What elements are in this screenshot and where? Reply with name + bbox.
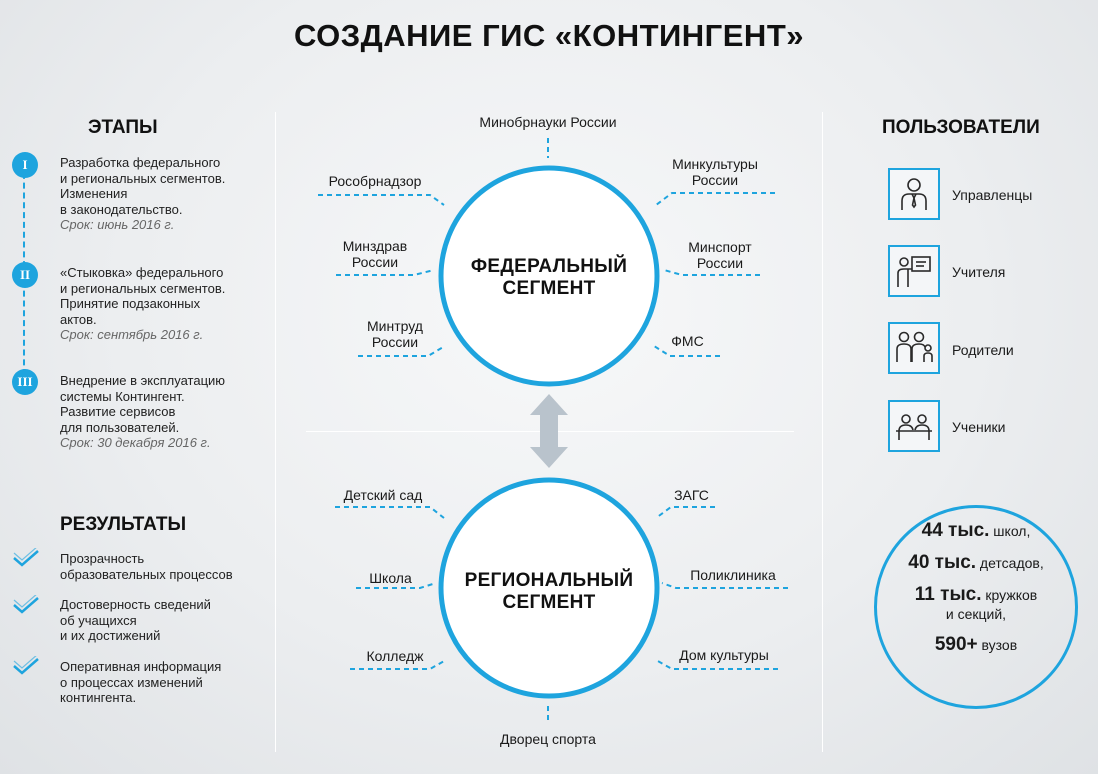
stat-clubs [874,584,1078,622]
result-3-line: Оперативная информация [60,659,222,674]
stat-clubs-value: 11 тыс. [914,584,982,605]
node-dvorets-sporta: Дворец спорта [500,731,596,747]
node-mintrud-line: Минтруд [367,318,423,334]
node-shkola: Школа [369,570,412,586]
stage-3-line: Развитие сервисов [60,404,176,419]
stage-2-deadline: Срок: сентябрь 2016 г. [60,327,204,342]
node-poliklinika: Поликлиника [690,567,776,583]
result-2-line: об учащихся [60,612,137,628]
node-minobrnauki: Минобрнауки России [479,114,617,130]
stage-2-line: актов. [60,311,97,327]
node-dom-kultury: Дом культуры [679,647,769,663]
node-mintrud [350,318,440,350]
stat-schools [874,520,1078,542]
regional-segment-label [444,570,654,614]
node-rosobrnadzor: Рособрнадзор [328,173,422,189]
federal-label-line: СЕГМЕНТ [502,278,596,299]
node-minsport-line: России [696,255,744,271]
stage-3-line: системы Контингент. [60,388,185,404]
stat-kindergartens [874,552,1078,574]
regional-label-line: СЕГМЕНТ [502,592,596,613]
node-minkultury-line: России [691,172,739,188]
node-zags: ЗАГС [674,487,709,503]
user-label-managers: Управленцы [952,187,1033,203]
stage-badge-2: II [12,262,38,288]
node-minsport-line: Минспорт [688,239,752,255]
results-title: РЕЗУЛЬТАТЫ [60,514,187,535]
stat-universities-text: вузов [977,637,1018,653]
page-title: СОЗДАНИЕ ГИС «КОНТИНГЕНТ» [293,18,804,53]
stage-badge-3: III [12,369,38,395]
parents-icon [888,322,940,374]
user-label-teachers: Учителя [952,264,1006,280]
users-title: ПОЛЬЗОВАТЕЛИ [882,117,1040,138]
node-minzdrav-line: Минздрав [342,238,408,254]
stage-3-line: для пользователей. [60,419,180,435]
stat-kindergartens-text: детсадов, [976,555,1044,571]
manager-icon [888,168,940,220]
connector-line [336,270,434,275]
stage-2-line: Принятие подзаконных [60,296,201,311]
node-minzdrav [325,238,425,270]
result-3-line: о процессах изменений [60,674,203,690]
stat-kindergartens-value: 40 тыс. [908,552,977,573]
federal-segment-label [449,256,649,300]
stat-clubs-text2: и секций, [945,606,1007,622]
stage-2-line: «Стыковка» федерального [60,265,224,280]
stage-1-line: Разработка федерального [60,155,221,170]
stat-schools-text: школ, [989,523,1031,539]
stat-universities [874,634,1078,656]
federal-label-line: ФЕДЕРАЛЬНЫЙ [470,256,628,277]
node-minzdrav-line: России [351,254,399,270]
node-minkultury [660,156,770,188]
stage-1-deadline: Срок: июнь 2016 г. [60,217,175,232]
stat-schools-value: 44 тыс. [921,520,990,541]
result-2-line: и их достижений [60,628,161,643]
result-2-line: Достоверность сведений [60,597,211,612]
teacher-icon [888,245,940,297]
stages-title: ЭТАПЫ [88,117,158,138]
stage-1-line: Изменения [60,186,128,201]
node-minkultury-line: Минкультуры [672,156,758,172]
stage-3-line: Внедрение в эксплуатацию [60,373,226,388]
connector-line [656,193,775,205]
result-3-line: контингента. [60,690,137,705]
node-detskiy-sad: Детский сад [343,487,423,503]
stage-1-line: и региональных сегментов. [60,170,226,186]
stage-3-deadline: Срок: 30 декабря 2016 г. [60,435,211,450]
node-kolledzh: Колледж [366,648,424,664]
connector-line [656,507,715,518]
connector-line [662,583,788,588]
node-fms: ФМС [671,333,704,349]
regional-label-line: РЕГИОНАЛЬНЫЙ [464,570,634,591]
result-1-line: образовательных процессов [60,566,233,582]
stage-2-line: и региональных сегментов. [60,280,226,296]
stat-clubs-text: кружков [981,587,1038,603]
node-minsport [670,239,770,271]
stage-badge-1: I [12,152,38,178]
user-label-parents: Родители [952,342,1014,358]
result-1-line: Прозрачность [60,551,145,566]
stat-universities-value: 590+ [934,634,978,655]
user-label-students: Ученики [952,419,1006,435]
students-icon [888,400,940,452]
node-mintrud-line: России [371,334,419,350]
stage-1-line: в законодательство. [60,201,183,217]
double-arrow-icon [530,394,568,468]
connector-line [318,195,444,205]
connector-line [335,507,444,518]
